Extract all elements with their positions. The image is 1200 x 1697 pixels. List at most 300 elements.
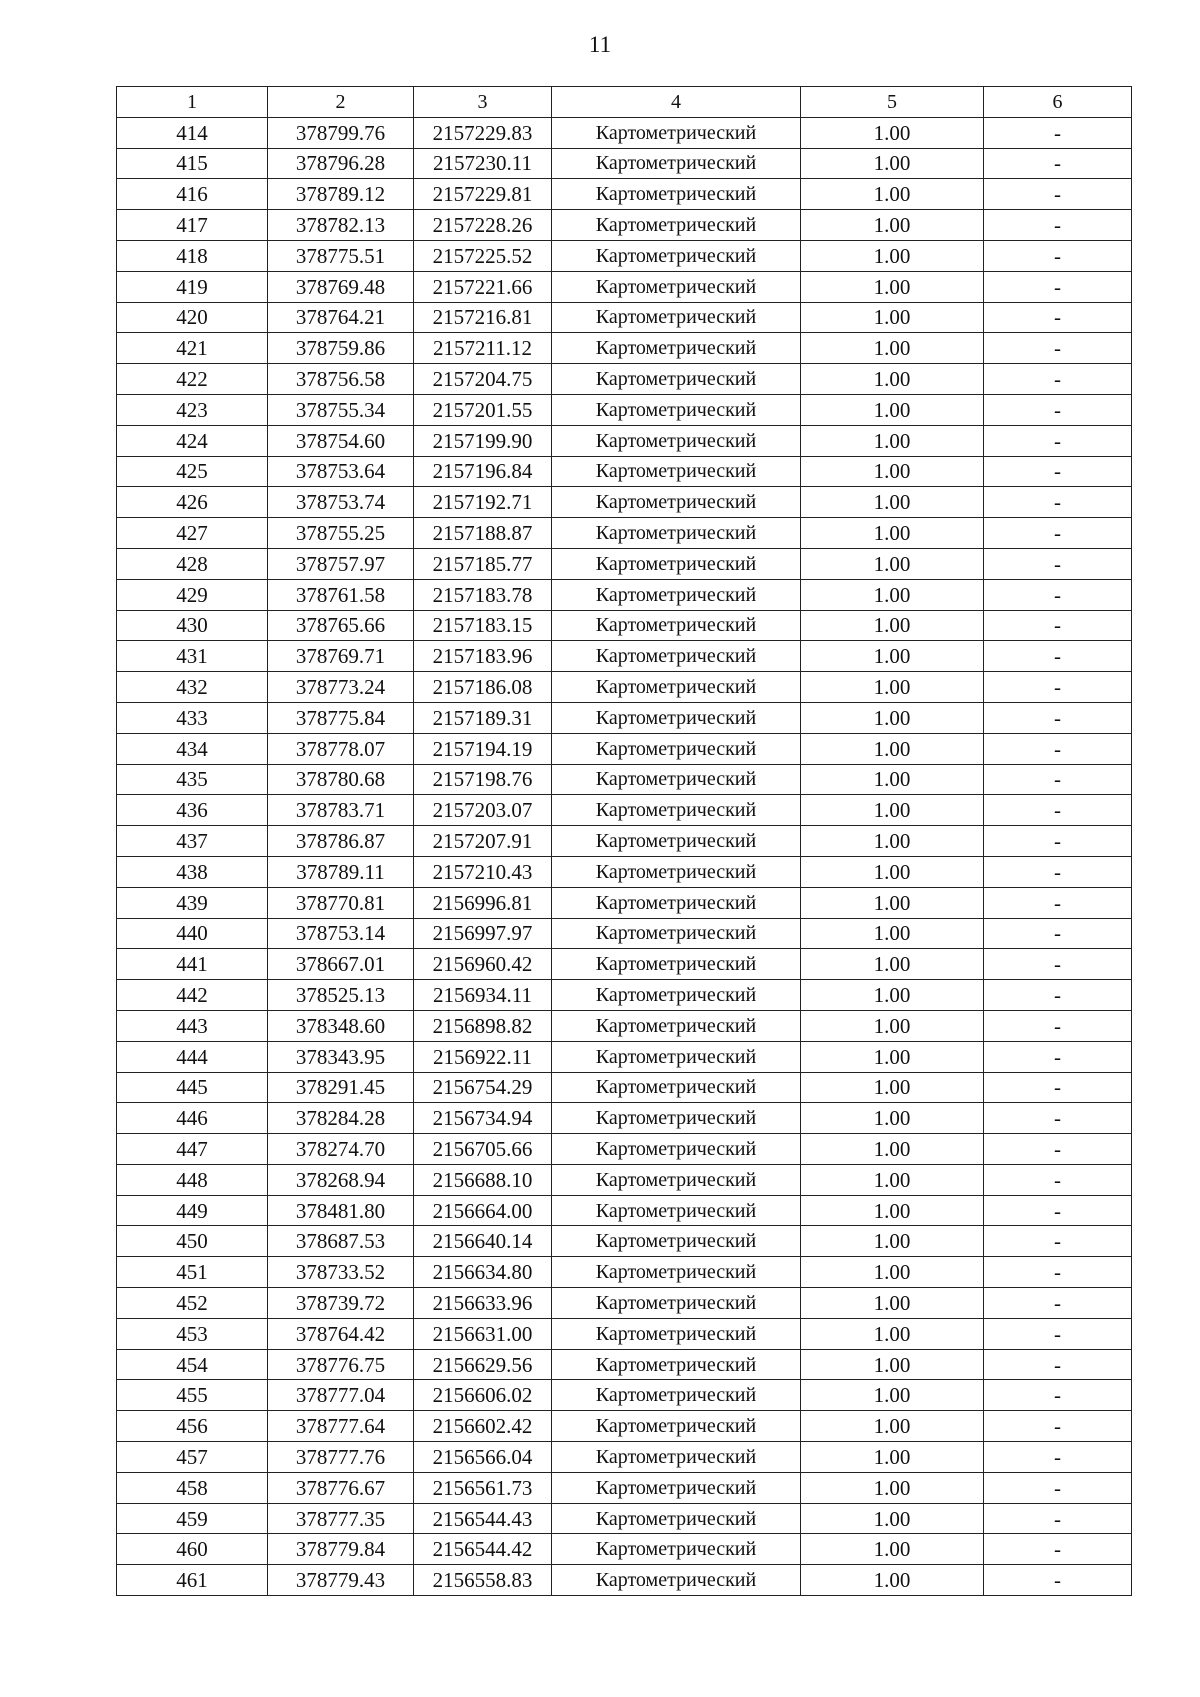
x-coordinate-cell: 378776.75 xyxy=(268,1349,414,1380)
y-coordinate-cell: 2156922.11 xyxy=(414,1041,552,1072)
method-cell: Картометрический xyxy=(552,579,801,610)
accuracy-cell: 1.00 xyxy=(801,980,984,1011)
table-row xyxy=(117,1534,1132,1565)
x-coordinate-cell: 378775.84 xyxy=(268,702,414,733)
method-cell: Картометрический xyxy=(552,1103,801,1134)
point-number-cell: 448 xyxy=(117,1164,268,1195)
method-cell: Картометрический xyxy=(552,302,801,333)
note-cell: - xyxy=(984,1072,1132,1103)
method-cell: Картометрический xyxy=(552,271,801,302)
method-cell: Картометрический xyxy=(552,487,801,518)
method-cell: Картометрический xyxy=(552,1041,801,1072)
point-number-cell: 458 xyxy=(117,1472,268,1503)
method-cell: Картометрический xyxy=(552,1565,801,1596)
note-cell: - xyxy=(984,887,1132,918)
note-cell: - xyxy=(984,1226,1132,1257)
x-coordinate-cell: 378789.12 xyxy=(268,179,414,210)
method-cell: Картометрический xyxy=(552,1164,801,1195)
y-coordinate-cell: 2157201.55 xyxy=(414,394,552,425)
method-cell: Картометрический xyxy=(552,672,801,703)
note-cell: - xyxy=(984,394,1132,425)
x-coordinate-cell: 378769.48 xyxy=(268,271,414,302)
table-row xyxy=(117,733,1132,764)
point-number-cell: 461 xyxy=(117,1565,268,1596)
method-cell: Картометрический xyxy=(552,610,801,641)
note-cell: - xyxy=(984,1442,1132,1473)
accuracy-cell: 1.00 xyxy=(801,702,984,733)
method-cell: Картометрический xyxy=(552,795,801,826)
note-cell: - xyxy=(984,641,1132,672)
method-cell: Картометрический xyxy=(552,1195,801,1226)
x-coordinate-cell: 378343.95 xyxy=(268,1041,414,1072)
accuracy-cell: 1.00 xyxy=(801,548,984,579)
note-cell: - xyxy=(984,1103,1132,1134)
accuracy-cell: 1.00 xyxy=(801,271,984,302)
x-coordinate-cell: 378779.43 xyxy=(268,1565,414,1596)
x-coordinate-cell: 378274.70 xyxy=(268,1134,414,1165)
x-coordinate-cell: 378777.64 xyxy=(268,1411,414,1442)
x-coordinate-cell: 378525.13 xyxy=(268,980,414,1011)
y-coordinate-cell: 2157192.71 xyxy=(414,487,552,518)
x-coordinate-cell: 378761.58 xyxy=(268,579,414,610)
point-number-cell: 427 xyxy=(117,518,268,549)
x-coordinate-cell: 378770.81 xyxy=(268,887,414,918)
header-col-4: 4 xyxy=(552,87,801,118)
point-number-cell: 418 xyxy=(117,240,268,271)
y-coordinate-cell: 2156996.81 xyxy=(414,887,552,918)
table-row xyxy=(117,1010,1132,1041)
y-coordinate-cell: 2157194.19 xyxy=(414,733,552,764)
x-coordinate-cell: 378667.01 xyxy=(268,949,414,980)
note-cell: - xyxy=(984,764,1132,795)
method-cell: Картометрический xyxy=(552,1534,801,1565)
table-row xyxy=(117,456,1132,487)
method-cell: Картометрический xyxy=(552,887,801,918)
accuracy-cell: 1.00 xyxy=(801,1534,984,1565)
x-coordinate-cell: 378777.35 xyxy=(268,1503,414,1534)
x-coordinate-cell: 378755.34 xyxy=(268,394,414,425)
y-coordinate-cell: 2156688.10 xyxy=(414,1164,552,1195)
table-row xyxy=(117,1072,1132,1103)
header-col-5: 5 xyxy=(801,87,984,118)
point-number-cell: 429 xyxy=(117,579,268,610)
accuracy-cell: 1.00 xyxy=(801,949,984,980)
note-cell: - xyxy=(984,1041,1132,1072)
note-cell: - xyxy=(984,364,1132,395)
method-cell: Картометрический xyxy=(552,1349,801,1380)
accuracy-cell: 1.00 xyxy=(801,1072,984,1103)
method-cell: Картометрический xyxy=(552,949,801,980)
y-coordinate-cell: 2157188.87 xyxy=(414,518,552,549)
point-number-cell: 440 xyxy=(117,918,268,949)
y-coordinate-cell: 2156640.14 xyxy=(414,1226,552,1257)
point-number-cell: 434 xyxy=(117,733,268,764)
point-number-cell: 459 xyxy=(117,1503,268,1534)
accuracy-cell: 1.00 xyxy=(801,179,984,210)
x-coordinate-cell: 378769.71 xyxy=(268,641,414,672)
method-cell: Картометрический xyxy=(552,1318,801,1349)
y-coordinate-cell: 2156561.73 xyxy=(414,1472,552,1503)
point-number-cell: 444 xyxy=(117,1041,268,1072)
x-coordinate-cell: 378764.42 xyxy=(268,1318,414,1349)
y-coordinate-cell: 2157229.81 xyxy=(414,179,552,210)
accuracy-cell: 1.00 xyxy=(801,1380,984,1411)
method-cell: Картометрический xyxy=(552,826,801,857)
note-cell: - xyxy=(984,733,1132,764)
point-number-cell: 453 xyxy=(117,1318,268,1349)
point-number-cell: 414 xyxy=(117,117,268,148)
table-row xyxy=(117,240,1132,271)
y-coordinate-cell: 2156664.00 xyxy=(414,1195,552,1226)
table-header xyxy=(117,87,1132,118)
accuracy-cell: 1.00 xyxy=(801,795,984,826)
table-row xyxy=(117,1442,1132,1473)
table-row xyxy=(117,271,1132,302)
method-cell: Картометрический xyxy=(552,210,801,241)
table-row xyxy=(117,302,1132,333)
accuracy-cell: 1.00 xyxy=(801,425,984,456)
point-number-cell: 426 xyxy=(117,487,268,518)
point-number-cell: 433 xyxy=(117,702,268,733)
note-cell: - xyxy=(984,1503,1132,1534)
note-cell: - xyxy=(984,548,1132,579)
accuracy-cell: 1.00 xyxy=(801,148,984,179)
point-number-cell: 446 xyxy=(117,1103,268,1134)
y-coordinate-cell: 2156734.94 xyxy=(414,1103,552,1134)
method-cell: Картометрический xyxy=(552,1411,801,1442)
y-coordinate-cell: 2157225.52 xyxy=(414,240,552,271)
method-cell: Картометрический xyxy=(552,918,801,949)
point-number-cell: 425 xyxy=(117,456,268,487)
point-number-cell: 447 xyxy=(117,1134,268,1165)
note-cell: - xyxy=(984,1565,1132,1596)
x-coordinate-cell: 378284.28 xyxy=(268,1103,414,1134)
point-number-cell: 416 xyxy=(117,179,268,210)
point-number-cell: 457 xyxy=(117,1442,268,1473)
method-cell: Картометрический xyxy=(552,1503,801,1534)
y-coordinate-cell: 2157203.07 xyxy=(414,795,552,826)
accuracy-cell: 1.00 xyxy=(801,1134,984,1165)
x-coordinate-cell: 378481.80 xyxy=(268,1195,414,1226)
accuracy-cell: 1.00 xyxy=(801,302,984,333)
y-coordinate-cell: 2156629.56 xyxy=(414,1349,552,1380)
y-coordinate-cell: 2157210.43 xyxy=(414,856,552,887)
accuracy-cell: 1.00 xyxy=(801,610,984,641)
x-coordinate-cell: 378268.94 xyxy=(268,1164,414,1195)
accuracy-cell: 1.00 xyxy=(801,1565,984,1596)
point-number-cell: 415 xyxy=(117,148,268,179)
method-cell: Картометрический xyxy=(552,1257,801,1288)
table-row xyxy=(117,610,1132,641)
table-row xyxy=(117,1380,1132,1411)
point-number-cell: 420 xyxy=(117,302,268,333)
point-number-cell: 441 xyxy=(117,949,268,980)
point-number-cell: 431 xyxy=(117,641,268,672)
point-number-cell: 439 xyxy=(117,887,268,918)
note-cell: - xyxy=(984,918,1132,949)
x-coordinate-cell: 378764.21 xyxy=(268,302,414,333)
method-cell: Картометрический xyxy=(552,394,801,425)
table-row xyxy=(117,795,1132,826)
y-coordinate-cell: 2156602.42 xyxy=(414,1411,552,1442)
method-cell: Картометрический xyxy=(552,364,801,395)
x-coordinate-cell: 378753.14 xyxy=(268,918,414,949)
accuracy-cell: 1.00 xyxy=(801,394,984,425)
accuracy-cell: 1.00 xyxy=(801,672,984,703)
point-number-cell: 424 xyxy=(117,425,268,456)
y-coordinate-cell: 2157183.78 xyxy=(414,579,552,610)
y-coordinate-cell: 2156705.66 xyxy=(414,1134,552,1165)
table-row xyxy=(117,949,1132,980)
table-row xyxy=(117,1195,1132,1226)
y-coordinate-cell: 2156634.80 xyxy=(414,1257,552,1288)
x-coordinate-cell: 378777.04 xyxy=(268,1380,414,1411)
accuracy-cell: 1.00 xyxy=(801,1318,984,1349)
x-coordinate-cell: 378757.97 xyxy=(268,548,414,579)
x-coordinate-cell: 378780.68 xyxy=(268,764,414,795)
accuracy-cell: 1.00 xyxy=(801,1257,984,1288)
accuracy-cell: 1.00 xyxy=(801,1503,984,1534)
note-cell: - xyxy=(984,148,1132,179)
y-coordinate-cell: 2156898.82 xyxy=(414,1010,552,1041)
table-row xyxy=(117,918,1132,949)
note-cell: - xyxy=(984,672,1132,703)
method-cell: Картометрический xyxy=(552,1226,801,1257)
table-row xyxy=(117,518,1132,549)
y-coordinate-cell: 2157186.08 xyxy=(414,672,552,703)
table-row xyxy=(117,579,1132,610)
y-coordinate-cell: 2157216.81 xyxy=(414,302,552,333)
table-row xyxy=(117,764,1132,795)
page-number: 11 xyxy=(588,32,612,57)
table-row xyxy=(117,179,1132,210)
accuracy-cell: 1.00 xyxy=(801,1195,984,1226)
header-col-6: 6 xyxy=(984,87,1132,118)
note-cell: - xyxy=(984,1411,1132,1442)
note-cell: - xyxy=(984,240,1132,271)
method-cell: Картометрический xyxy=(552,1472,801,1503)
point-number-cell: 449 xyxy=(117,1195,268,1226)
method-cell: Картометрический xyxy=(552,548,801,579)
y-coordinate-cell: 2157183.96 xyxy=(414,641,552,672)
x-coordinate-cell: 378789.11 xyxy=(268,856,414,887)
point-number-cell: 442 xyxy=(117,980,268,1011)
table-row xyxy=(117,364,1132,395)
x-coordinate-cell: 378759.86 xyxy=(268,333,414,364)
accuracy-cell: 1.00 xyxy=(801,826,984,857)
note-cell: - xyxy=(984,302,1132,333)
x-coordinate-cell: 378779.84 xyxy=(268,1534,414,1565)
note-cell: - xyxy=(984,980,1132,1011)
accuracy-cell: 1.00 xyxy=(801,1103,984,1134)
accuracy-cell: 1.00 xyxy=(801,1349,984,1380)
note-cell: - xyxy=(984,1472,1132,1503)
table-row xyxy=(117,1257,1132,1288)
y-coordinate-cell: 2156754.29 xyxy=(414,1072,552,1103)
accuracy-cell: 1.00 xyxy=(801,1041,984,1072)
note-cell: - xyxy=(984,1010,1132,1041)
y-coordinate-cell: 2156566.04 xyxy=(414,1442,552,1473)
header-row xyxy=(117,87,1132,118)
x-coordinate-cell: 378775.51 xyxy=(268,240,414,271)
accuracy-cell: 1.00 xyxy=(801,856,984,887)
table-row xyxy=(117,1134,1132,1165)
point-number-cell: 451 xyxy=(117,1257,268,1288)
x-coordinate-cell: 378348.60 xyxy=(268,1010,414,1041)
x-coordinate-cell: 378778.07 xyxy=(268,733,414,764)
note-cell: - xyxy=(984,856,1132,887)
accuracy-cell: 1.00 xyxy=(801,240,984,271)
y-coordinate-cell: 2157221.66 xyxy=(414,271,552,302)
point-number-cell: 422 xyxy=(117,364,268,395)
point-number-cell: 417 xyxy=(117,210,268,241)
accuracy-cell: 1.00 xyxy=(801,764,984,795)
accuracy-cell: 1.00 xyxy=(801,487,984,518)
table-row xyxy=(117,210,1132,241)
table-row xyxy=(117,548,1132,579)
x-coordinate-cell: 378733.52 xyxy=(268,1257,414,1288)
method-cell: Картометрический xyxy=(552,179,801,210)
note-cell: - xyxy=(984,425,1132,456)
note-cell: - xyxy=(984,1195,1132,1226)
note-cell: - xyxy=(984,179,1132,210)
method-cell: Картометрический xyxy=(552,1072,801,1103)
y-coordinate-cell: 2156997.97 xyxy=(414,918,552,949)
point-number-cell: 450 xyxy=(117,1226,268,1257)
point-number-cell: 438 xyxy=(117,856,268,887)
point-number-cell: 421 xyxy=(117,333,268,364)
y-coordinate-cell: 2157230.11 xyxy=(414,148,552,179)
note-cell: - xyxy=(984,1257,1132,1288)
table-row xyxy=(117,1164,1132,1195)
y-coordinate-cell: 2157185.77 xyxy=(414,548,552,579)
table-row xyxy=(117,1503,1132,1534)
y-coordinate-cell: 2157229.83 xyxy=(414,117,552,148)
accuracy-cell: 1.00 xyxy=(801,1442,984,1473)
method-cell: Картометрический xyxy=(552,117,801,148)
y-coordinate-cell: 2156631.00 xyxy=(414,1318,552,1349)
accuracy-cell: 1.00 xyxy=(801,1226,984,1257)
note-cell: - xyxy=(984,1318,1132,1349)
accuracy-cell: 1.00 xyxy=(801,364,984,395)
method-cell: Картометрический xyxy=(552,702,801,733)
x-coordinate-cell: 378739.72 xyxy=(268,1288,414,1319)
note-cell: - xyxy=(984,826,1132,857)
method-cell: Картометрический xyxy=(552,456,801,487)
note-cell: - xyxy=(984,1349,1132,1380)
method-cell: Картометрический xyxy=(552,980,801,1011)
table-row xyxy=(117,117,1132,148)
method-cell: Картометрический xyxy=(552,856,801,887)
accuracy-cell: 1.00 xyxy=(801,1010,984,1041)
y-coordinate-cell: 2156544.43 xyxy=(414,1503,552,1534)
header-col-3: 3 xyxy=(414,87,552,118)
x-coordinate-cell: 378753.74 xyxy=(268,487,414,518)
x-coordinate-cell: 378754.60 xyxy=(268,425,414,456)
method-cell: Картометрический xyxy=(552,1442,801,1473)
x-coordinate-cell: 378782.13 xyxy=(268,210,414,241)
x-coordinate-cell: 378687.53 xyxy=(268,1226,414,1257)
y-coordinate-cell: 2157199.90 xyxy=(414,425,552,456)
note-cell: - xyxy=(984,1164,1132,1195)
header-col-1: 1 xyxy=(117,87,268,118)
method-cell: Картометрический xyxy=(552,425,801,456)
table-row xyxy=(117,333,1132,364)
y-coordinate-cell: 2156960.42 xyxy=(414,949,552,980)
table-row xyxy=(117,1288,1132,1319)
point-number-cell: 435 xyxy=(117,764,268,795)
table-row xyxy=(117,672,1132,703)
method-cell: Картометрический xyxy=(552,240,801,271)
table-row xyxy=(117,1472,1132,1503)
method-cell: Картометрический xyxy=(552,1380,801,1411)
y-coordinate-cell: 2157196.84 xyxy=(414,456,552,487)
method-cell: Картометрический xyxy=(552,1134,801,1165)
point-number-cell: 455 xyxy=(117,1380,268,1411)
point-number-cell: 445 xyxy=(117,1072,268,1103)
method-cell: Картометрический xyxy=(552,1010,801,1041)
note-cell: - xyxy=(984,702,1132,733)
x-coordinate-cell: 378776.67 xyxy=(268,1472,414,1503)
accuracy-cell: 1.00 xyxy=(801,210,984,241)
note-cell: - xyxy=(984,1288,1132,1319)
table-row xyxy=(117,702,1132,733)
y-coordinate-cell: 2156606.02 xyxy=(414,1380,552,1411)
accuracy-cell: 1.00 xyxy=(801,1472,984,1503)
x-coordinate-cell: 378783.71 xyxy=(268,795,414,826)
x-coordinate-cell: 378291.45 xyxy=(268,1072,414,1103)
x-coordinate-cell: 378753.64 xyxy=(268,456,414,487)
point-number-cell: 430 xyxy=(117,610,268,641)
x-coordinate-cell: 378796.28 xyxy=(268,148,414,179)
y-coordinate-cell: 2156934.11 xyxy=(414,980,552,1011)
point-number-cell: 437 xyxy=(117,826,268,857)
point-number-cell: 423 xyxy=(117,394,268,425)
x-coordinate-cell: 378799.76 xyxy=(268,117,414,148)
method-cell: Картометрический xyxy=(552,333,801,364)
note-cell: - xyxy=(984,579,1132,610)
y-coordinate-cell: 2157189.31 xyxy=(414,702,552,733)
point-number-cell: 452 xyxy=(117,1288,268,1319)
note-cell: - xyxy=(984,1134,1132,1165)
note-cell: - xyxy=(984,117,1132,148)
accuracy-cell: 1.00 xyxy=(801,1411,984,1442)
accuracy-cell: 1.00 xyxy=(801,918,984,949)
y-coordinate-cell: 2157228.26 xyxy=(414,210,552,241)
table-row xyxy=(117,1103,1132,1134)
x-coordinate-cell: 378755.25 xyxy=(268,518,414,549)
y-coordinate-cell: 2157207.91 xyxy=(414,826,552,857)
y-coordinate-cell: 2157183.15 xyxy=(414,610,552,641)
y-coordinate-cell: 2156544.42 xyxy=(414,1534,552,1565)
x-coordinate-cell: 378756.58 xyxy=(268,364,414,395)
accuracy-cell: 1.00 xyxy=(801,641,984,672)
accuracy-cell: 1.00 xyxy=(801,456,984,487)
point-number-cell: 432 xyxy=(117,672,268,703)
note-cell: - xyxy=(984,610,1132,641)
method-cell: Картометрический xyxy=(552,733,801,764)
table-row xyxy=(117,856,1132,887)
table-row xyxy=(117,1349,1132,1380)
accuracy-cell: 1.00 xyxy=(801,518,984,549)
y-coordinate-cell: 2157211.12 xyxy=(414,333,552,364)
table-row xyxy=(117,641,1132,672)
y-coordinate-cell: 2157204.75 xyxy=(414,364,552,395)
accuracy-cell: 1.00 xyxy=(801,579,984,610)
point-number-cell: 436 xyxy=(117,795,268,826)
method-cell: Картометрический xyxy=(552,764,801,795)
x-coordinate-cell: 378773.24 xyxy=(268,672,414,703)
